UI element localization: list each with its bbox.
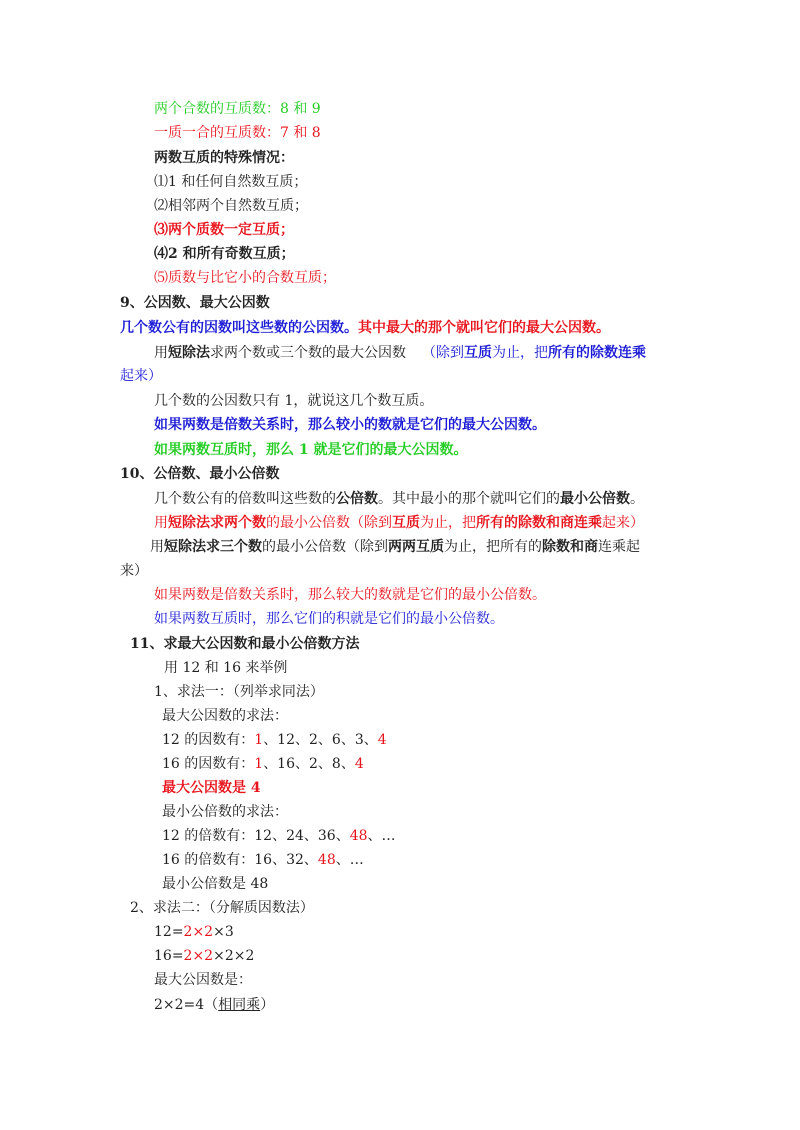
text-run-red: 48 bbox=[317, 852, 336, 868]
text-run: ×2×2 bbox=[213, 948, 255, 964]
text-run-bold: 所有的除数和商连乘 bbox=[476, 515, 602, 531]
text-run-bold: 短除法求三个数 bbox=[164, 539, 262, 555]
text-run-bold: 两两互质 bbox=[388, 539, 444, 555]
section-10-heading: 10、公倍数、最小公倍数 bbox=[120, 466, 280, 482]
text-run: 16 的倍数有：16、32、 bbox=[162, 852, 318, 868]
text-run: 2×2=4（ bbox=[154, 997, 219, 1013]
gcf-multiple-rule: 如果两数是倍数关系时，那么较小的数就是它们的最大公因数。 bbox=[154, 417, 546, 433]
section-9-heading: 9、公因数、最大公因数 bbox=[120, 295, 270, 311]
gcf-coprime-rule: 如果两数互质时，那么 1 就是它们的最大公因数。 bbox=[154, 442, 468, 458]
lcm-two-numbers-line bbox=[154, 513, 644, 533]
text-run: 起来） bbox=[602, 515, 644, 531]
section-11-heading: 11、求最大公因数和最小公倍数方法 bbox=[130, 636, 360, 652]
text-run-blue-bold: 所有的除数连乘 bbox=[548, 345, 646, 361]
text-run-red: 4 bbox=[354, 756, 364, 772]
coprime-prime-composite-line: 一质一合的互质数：7 和 8 bbox=[154, 125, 321, 141]
text-run-blue-bold: 互质 bbox=[464, 345, 492, 361]
text-run-underlined: 相同乘 bbox=[218, 997, 261, 1013]
multiples-of-16 bbox=[162, 850, 364, 870]
text-run: 几个数公有的倍数叫这些数的 bbox=[154, 491, 336, 507]
method-2-heading: 2、求法二：（分解质因数法） bbox=[130, 900, 314, 916]
coprime-composites-line: 两个合数的互质数：8 和 9 bbox=[154, 101, 321, 117]
special-case-5: ⑸质数与比它小的合数互质； bbox=[154, 270, 336, 286]
text-run-red: 4 bbox=[377, 732, 387, 748]
gcf-calculation bbox=[154, 995, 274, 1015]
factors-of-16 bbox=[162, 754, 364, 774]
text-run: 16= bbox=[154, 948, 184, 964]
lcm-three-numbers-line bbox=[150, 537, 640, 557]
text-run: 为止，把所有的 bbox=[444, 539, 542, 555]
text-run-bold: 除数和商 bbox=[542, 539, 598, 555]
special-cases-heading: 两数互质的特殊情况： bbox=[154, 150, 294, 166]
text-run: ×3 bbox=[213, 924, 234, 940]
text-run: 用 bbox=[150, 539, 164, 555]
text-run: 16 的因数有： bbox=[162, 756, 255, 772]
gcf-short-division-line-cont: 起来） bbox=[120, 368, 162, 384]
text-run-blue: （除到 bbox=[422, 345, 464, 361]
special-case-4: ⑷2 和所有奇数互质； bbox=[154, 246, 295, 262]
text-run-blue: 为止，把 bbox=[492, 345, 548, 361]
text-run: 用 bbox=[154, 345, 168, 361]
gcf-result: 最大公因数是 4 bbox=[162, 780, 261, 796]
coprime-definition: 几个数的公因数只有 1，就说这几个数互质。 bbox=[154, 393, 434, 409]
gcf-is-label: 最大公因数是： bbox=[154, 972, 252, 988]
text-run-red: 1 bbox=[254, 756, 264, 772]
lcm-result: 最小公倍数是 48 bbox=[162, 876, 269, 892]
text-run-red: 48 bbox=[349, 828, 368, 844]
special-case-1: ⑴1 和任何自然数互质； bbox=[154, 174, 308, 190]
multiples-of-12 bbox=[162, 826, 396, 846]
text-run: 的最小公倍数（除到 bbox=[266, 515, 392, 531]
text-run: ） bbox=[260, 997, 275, 1013]
text-run: 。 bbox=[630, 491, 644, 507]
text-run-red: 2×2 bbox=[183, 948, 214, 964]
text-run: 连乘起 bbox=[598, 539, 640, 555]
gcf-definition bbox=[120, 318, 610, 338]
text-run: 12 的因数有： bbox=[162, 732, 255, 748]
example-intro: 用 12 和 16 来举例 bbox=[164, 660, 288, 676]
text-run: 、12、2、6、3、 bbox=[263, 732, 378, 748]
method-1-heading: 1、求法一：（列举求同法） bbox=[154, 684, 324, 700]
text-run-bold: 短除法求两个数 bbox=[168, 515, 266, 531]
text-run-bold: 互质 bbox=[392, 515, 420, 531]
text-run-bold: 短除法 bbox=[168, 345, 210, 361]
text-run-bold: 公倍数 bbox=[336, 491, 378, 507]
text-run: 为止，把 bbox=[420, 515, 476, 531]
special-case-2: ⑵相邻两个自然数互质； bbox=[154, 198, 308, 214]
factorization-12 bbox=[154, 922, 234, 942]
text-run: 求两个数或三个数的最大公因数 bbox=[210, 345, 406, 361]
text-run: 的最小公倍数（除到 bbox=[262, 539, 388, 555]
gcf-method-label: 最大公因数的求法： bbox=[162, 708, 288, 724]
text-run: 。其中最小的那个就叫它们的 bbox=[378, 491, 560, 507]
lcm-three-numbers-line-cont: 来） bbox=[120, 563, 148, 579]
text-run: 、… bbox=[367, 828, 396, 844]
gcf-short-division-line bbox=[154, 343, 646, 363]
special-case-3: ⑶两个质数一定互质； bbox=[154, 222, 294, 238]
text-run-red: 1 bbox=[254, 732, 264, 748]
text-run-red: 2×2 bbox=[183, 924, 214, 940]
gcf-definition-part1: 几个数公有的因数叫这些数的公因数。 bbox=[120, 320, 358, 336]
lcm-definition bbox=[154, 489, 644, 509]
factorization-16 bbox=[154, 946, 254, 966]
text-run-bold: 最小公倍数 bbox=[560, 491, 630, 507]
gcf-definition-part2: 其中最大的那个就叫它们的最大公因数。 bbox=[358, 320, 610, 336]
lcm-coprime-rule: 如果两数互质时，那么它们的积就是它们的最小公倍数。 bbox=[154, 611, 504, 627]
lcm-multiple-rule: 如果两数是倍数关系时，那么较大的数就是它们的最小公倍数。 bbox=[154, 587, 546, 603]
text-run: 用 bbox=[154, 515, 168, 531]
factors-of-12 bbox=[162, 730, 387, 750]
text-run: 、… bbox=[335, 852, 364, 868]
text-run: 12= bbox=[154, 924, 184, 940]
text-run: 、16、2、8、 bbox=[263, 756, 355, 772]
lcm-method-label: 最小公倍数的求法： bbox=[162, 804, 288, 820]
text-run: 12 的倍数有：12、24、36、 bbox=[162, 828, 350, 844]
